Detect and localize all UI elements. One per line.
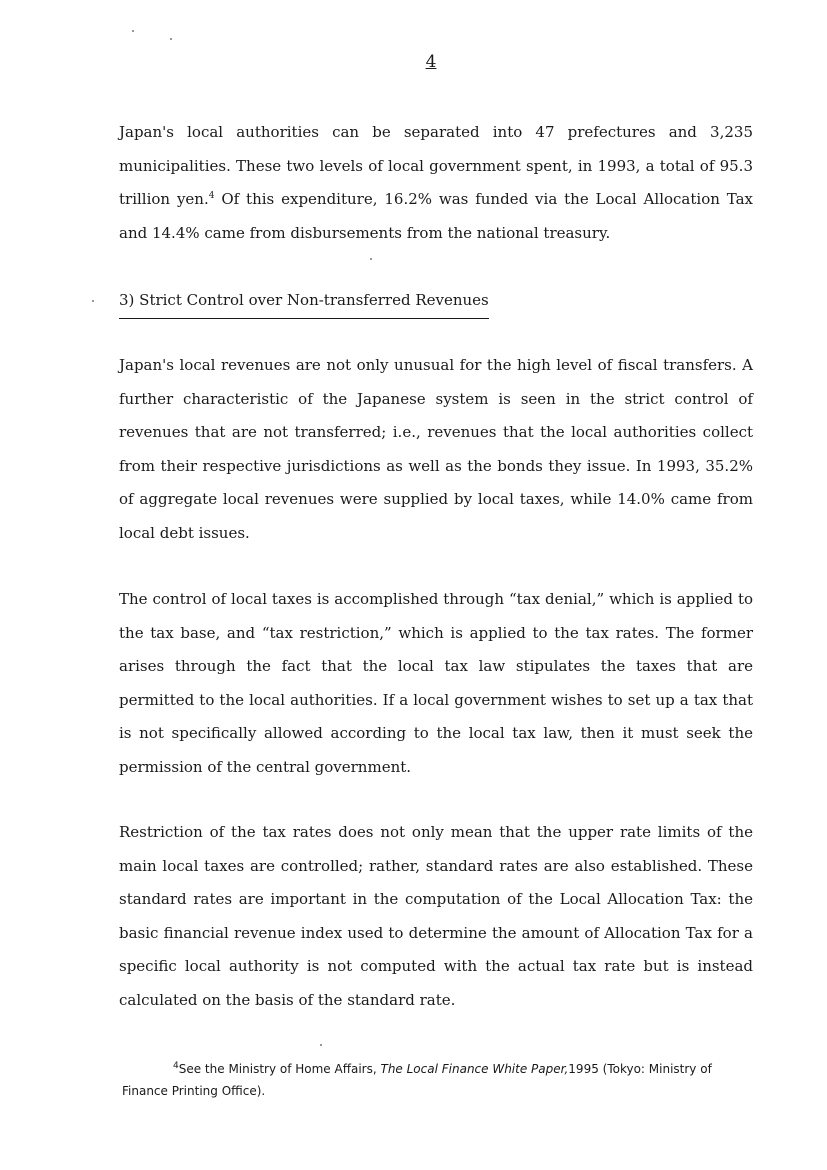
scan-speck — [170, 38, 172, 40]
paragraph-local-revenues: Japan's local revenues are not only unusual for the high level of fiscal transfers. A further characteristic of the Japanese system is seen in the strict control of revenues that are not transferred; i.e., revenues that the local authorities collect from their respective jurisdictions as well as the bonds they issue. In 1993, 35.2% of aggregate local revenues were supplied by local taxes, while 14.0% came from local debt issues. — [119, 356, 753, 542]
scan-speck — [92, 300, 94, 302]
footnote-marker: 4 — [173, 1061, 179, 1071]
paragraph-tax-rate-restriction: Restriction of the tax rates does not only mean that the upper rate limits of the main local taxes are controlled; rather, standard rates are also established. These standard rates are important in the computation of the Local Allocation Tax: the basic financial revenue index used to determine the amount of Allocation Tax for a specific local authority is not computed with the actual tax rate but is instead calculated on the basis of the standard rate. — [119, 823, 753, 1009]
footnote — [122, 1058, 756, 1102]
paragraph-text: Of this expenditure, 16.2% was funded via the Local Allocation Tax and 14.4% came from disbursements from the national treasury. — [119, 190, 753, 242]
page-number: 4 — [425, 52, 437, 72]
section-heading: 3) Strict Control over Non-transferred Revenues — [119, 284, 489, 319]
footnote-text: See the Ministry of Home Affairs, — [178, 1062, 381, 1076]
footnote-text: 1995 (Tokyo: Ministry of Finance Printing Office). — [122, 1062, 712, 1098]
paragraph-tax-control: The control of local taxes is accomplished through “tax denial,” which is applied to the tax base, and “tax restriction,” which is applied to the tax rates. The former arises through the fact that the local tax law stipulates the taxes that are permitted to the local authorities. If a local government wishes to set up a tax that is not specifically allowed according to the local tax law, then it must seek the permission of the central government. — [119, 590, 753, 776]
scan-speck — [320, 1044, 322, 1046]
paragraph-text: Japan's local authorities can be separated into 47 prefectures and 3,235 municipalities. These two levels of local government spent, in 1993, a total of 95.3 trillion yen. — [119, 123, 753, 209]
scan-speck — [370, 258, 372, 260]
footnote-reference: 4 — [208, 191, 215, 202]
footnote-source-title: The Local Finance White Paper, — [380, 1062, 569, 1076]
scan-speck — [132, 30, 134, 32]
paragraph-local-authorities — [119, 116, 753, 250]
